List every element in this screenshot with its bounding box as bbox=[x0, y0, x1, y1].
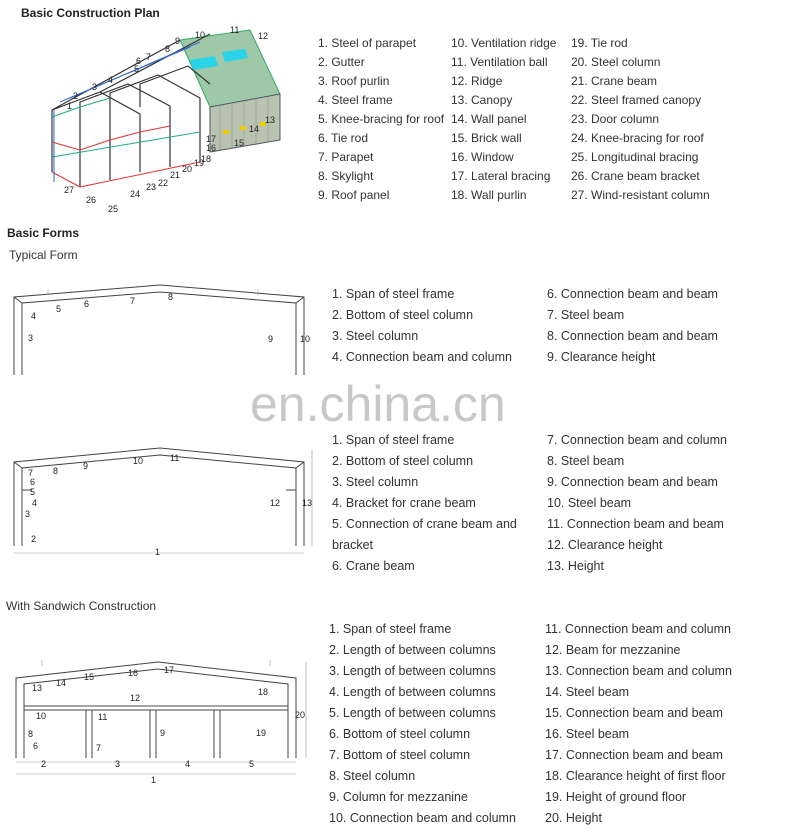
svg-text:9: 9 bbox=[268, 334, 274, 344]
svg-text:5: 5 bbox=[30, 487, 36, 497]
svg-text:3: 3 bbox=[92, 82, 98, 92]
typical-form-diagram bbox=[8, 275, 328, 380]
svg-text:11: 11 bbox=[230, 25, 240, 35]
svg-text:8: 8 bbox=[168, 292, 174, 302]
svg-text:2: 2 bbox=[31, 534, 37, 544]
svg-text:15: 15 bbox=[234, 138, 245, 148]
crane-form-diagram bbox=[8, 440, 328, 565]
svg-text:26: 26 bbox=[86, 195, 97, 205]
typical-legend-right bbox=[547, 284, 718, 368]
svg-text:12: 12 bbox=[270, 498, 281, 508]
svg-text:18: 18 bbox=[201, 154, 212, 164]
subtitle-typical-form: Typical Form bbox=[9, 248, 78, 262]
legend-item: 3. Steel column bbox=[332, 475, 419, 489]
plan-legend-col2 bbox=[451, 34, 556, 205]
legend-item: 8. Skylight bbox=[318, 169, 374, 183]
svg-text:18: 18 bbox=[258, 687, 269, 697]
legend-item: 18. Clearance height of first floor bbox=[545, 769, 726, 783]
svg-text:2: 2 bbox=[73, 91, 79, 101]
svg-text:16: 16 bbox=[206, 143, 217, 153]
svg-text:6: 6 bbox=[33, 741, 39, 751]
svg-text:12: 12 bbox=[258, 31, 269, 41]
legend-item: 7. Bottom of steel column bbox=[329, 748, 471, 762]
legend-item: 1. Span of steel frame bbox=[332, 433, 455, 447]
legend-item: 1. Span of steel frame bbox=[329, 622, 452, 636]
legend-item: 7. Steel beam bbox=[547, 308, 625, 322]
svg-text:3: 3 bbox=[28, 333, 34, 343]
svg-text:25: 25 bbox=[108, 204, 119, 214]
watermark: en.china.cn bbox=[250, 376, 506, 432]
svg-text:13: 13 bbox=[265, 115, 276, 125]
svg-text:4: 4 bbox=[31, 311, 37, 321]
sandwich-legend-right bbox=[545, 619, 732, 829]
svg-text:11: 11 bbox=[98, 712, 108, 722]
legend-item: 22. Steel framed canopy bbox=[571, 93, 702, 107]
legend-item: 3. Steel column bbox=[332, 329, 419, 343]
legend-item: 1. Steel of parapet bbox=[318, 36, 417, 50]
legend-item: 8. Steel column bbox=[329, 769, 416, 783]
section-title-basic-forms: Basic Forms bbox=[7, 226, 80, 240]
svg-text:8: 8 bbox=[28, 729, 34, 739]
legend-item: 15. Connection beam and beam bbox=[545, 706, 723, 720]
crane-legend-left bbox=[332, 430, 517, 577]
svg-text:27: 27 bbox=[64, 185, 75, 195]
legend-item: 7. Parapet bbox=[318, 150, 374, 164]
legend-item: 9. Clearance height bbox=[547, 350, 656, 364]
svg-text:1: 1 bbox=[151, 775, 157, 785]
legend-item: 19. Tie rod bbox=[571, 36, 628, 50]
svg-text:10: 10 bbox=[36, 711, 47, 721]
svg-text:21: 21 bbox=[170, 170, 181, 180]
legend-item: 6. Crane beam bbox=[332, 559, 415, 573]
svg-text:13: 13 bbox=[302, 498, 313, 508]
legend-item: 16. Window bbox=[451, 150, 514, 164]
legend-item: 6. Connection beam and beam bbox=[547, 287, 718, 301]
svg-text:4: 4 bbox=[108, 75, 114, 85]
svg-text:9: 9 bbox=[175, 36, 181, 46]
svg-text:19: 19 bbox=[256, 728, 267, 738]
svg-text:10: 10 bbox=[300, 334, 311, 344]
legend-item: 5. Knee-bracing for roof bbox=[318, 112, 445, 126]
svg-text:7: 7 bbox=[146, 52, 152, 62]
legend-item: 19. Height of ground floor bbox=[545, 790, 687, 804]
subtitle-sandwich-construction: With Sandwich Construction bbox=[6, 599, 157, 613]
svg-text:22: 22 bbox=[158, 178, 169, 188]
plan-legend-col3 bbox=[571, 34, 710, 205]
svg-text:23: 23 bbox=[146, 182, 157, 192]
legend-item: 20. Height bbox=[545, 811, 602, 825]
legend-item: 16. Steel beam bbox=[545, 727, 630, 741]
svg-text:4: 4 bbox=[32, 498, 38, 508]
section-title-construction-plan: Basic Construction Plan bbox=[21, 6, 160, 20]
sandwich-legend-left bbox=[329, 619, 516, 829]
svg-text:12: 12 bbox=[130, 693, 141, 703]
legend-item: 11. Ventilation ball bbox=[451, 55, 548, 69]
legend-item: 9. Roof panel bbox=[318, 188, 390, 202]
svg-text:8: 8 bbox=[165, 44, 171, 54]
construction-plan-diagram bbox=[40, 22, 290, 217]
typical-legend-left bbox=[332, 284, 512, 368]
legend-item: 1. Span of steel frame bbox=[332, 287, 455, 301]
svg-text:17: 17 bbox=[206, 134, 217, 144]
legend-item: 2. Length of between columns bbox=[329, 643, 496, 657]
svg-text:24: 24 bbox=[130, 189, 141, 199]
svg-text:8: 8 bbox=[53, 466, 59, 476]
legend-item: 2. Gutter bbox=[318, 55, 365, 69]
svg-text:9: 9 bbox=[83, 461, 89, 471]
svg-text:7: 7 bbox=[130, 296, 136, 306]
legend-item: 20. Steel column bbox=[571, 55, 661, 69]
legend-item: 8. Connection beam and beam bbox=[547, 329, 718, 343]
legend-item: 15. Brick wall bbox=[451, 131, 522, 145]
legend-item: 12. Ridge bbox=[451, 74, 503, 88]
legend-item: 18. Wall purlin bbox=[451, 188, 527, 202]
legend-item: bracket bbox=[332, 538, 373, 552]
legend-item: 6. Tie rod bbox=[318, 131, 369, 145]
legend-item: 13. Canopy bbox=[451, 93, 513, 107]
legend-item: 23. Door column bbox=[571, 112, 660, 126]
legend-item: 11. Connection beam and beam bbox=[547, 517, 724, 531]
legend-item: 12. Clearance height bbox=[547, 538, 663, 552]
svg-text:14: 14 bbox=[249, 124, 260, 134]
svg-text:5: 5 bbox=[134, 64, 140, 74]
svg-text:3: 3 bbox=[25, 509, 31, 519]
legend-item: 4. Connection beam and column bbox=[332, 350, 512, 364]
legend-item: 3. Length of between columns bbox=[329, 664, 496, 678]
legend-item: 5. Connection of crane beam and bbox=[332, 517, 517, 531]
svg-text:13: 13 bbox=[32, 683, 43, 693]
svg-text:19: 19 bbox=[194, 158, 205, 168]
legend-item: 3. Roof purlin bbox=[318, 74, 390, 88]
legend-item: 5. Length of between columns bbox=[329, 706, 496, 720]
legend-item: 10. Ventilation ridge bbox=[451, 36, 557, 50]
svg-text:1: 1 bbox=[67, 101, 73, 111]
legend-item: 14. Steel beam bbox=[545, 685, 630, 699]
legend-item: 26. Crane beam bracket bbox=[571, 169, 700, 183]
svg-text:15: 15 bbox=[84, 672, 95, 682]
svg-text:3: 3 bbox=[115, 759, 121, 769]
legend-item: 21. Crane beam bbox=[571, 74, 658, 88]
legend-item: 14. Wall panel bbox=[451, 112, 527, 126]
legend-item: 10. Connection beam and column bbox=[329, 811, 516, 825]
svg-text:5: 5 bbox=[56, 304, 62, 314]
svg-text:7: 7 bbox=[96, 743, 102, 753]
svg-text:1: 1 bbox=[155, 547, 161, 557]
legend-item: 4. Length of between columns bbox=[329, 685, 496, 699]
svg-text:14: 14 bbox=[56, 678, 67, 688]
legend-item: 17. Connection beam and beam bbox=[545, 748, 723, 762]
svg-text:20: 20 bbox=[295, 710, 306, 720]
svg-text:9: 9 bbox=[160, 728, 166, 738]
svg-text:16: 16 bbox=[128, 668, 139, 678]
svg-text:17: 17 bbox=[164, 665, 175, 675]
svg-text:7: 7 bbox=[28, 468, 34, 478]
svg-text:6: 6 bbox=[136, 56, 142, 66]
legend-item: 12. Beam for mezzanine bbox=[545, 643, 681, 657]
svg-text:10: 10 bbox=[195, 30, 206, 40]
svg-text:11: 11 bbox=[170, 453, 180, 463]
svg-text:2: 2 bbox=[41, 759, 47, 769]
legend-item: 6. Bottom of steel column bbox=[329, 727, 471, 741]
legend-item: 4. Steel frame bbox=[318, 93, 393, 107]
svg-text:6: 6 bbox=[84, 299, 90, 309]
legend-item: 2. Bottom of steel column bbox=[332, 454, 474, 468]
legend-item: 2. Bottom of steel column bbox=[332, 308, 474, 322]
crane-legend-right bbox=[547, 430, 727, 577]
svg-text:4: 4 bbox=[185, 759, 191, 769]
legend-item: 8. Steel beam bbox=[547, 454, 625, 468]
svg-text:6: 6 bbox=[30, 477, 36, 487]
legend-item: 27. Wind-resistant column bbox=[571, 188, 710, 202]
legend-item: 13. Connection beam and column bbox=[545, 664, 732, 678]
svg-text:20: 20 bbox=[182, 164, 193, 174]
plan-legend-col1 bbox=[318, 34, 444, 205]
svg-text:5: 5 bbox=[249, 759, 255, 769]
legend-item: 13. Height bbox=[547, 559, 604, 573]
legend-item: 24. Knee-bracing for roof bbox=[571, 131, 704, 145]
legend-item: 25. Longitudinal bracing bbox=[571, 150, 699, 164]
legend-item: 9. Column for mezzanine bbox=[329, 790, 468, 804]
svg-text:10: 10 bbox=[133, 456, 144, 466]
legend-item: 11. Connection beam and column bbox=[545, 622, 731, 636]
legend-item: 10. Steel beam bbox=[547, 496, 632, 510]
legend-item: 9. Connection beam and beam bbox=[547, 475, 718, 489]
sandwich-form-diagram bbox=[8, 650, 328, 790]
legend-item: 7. Connection beam and column bbox=[547, 433, 727, 447]
legend-item: 4. Bracket for crane beam bbox=[332, 496, 476, 510]
legend-item: 17. Lateral bracing bbox=[451, 169, 551, 183]
